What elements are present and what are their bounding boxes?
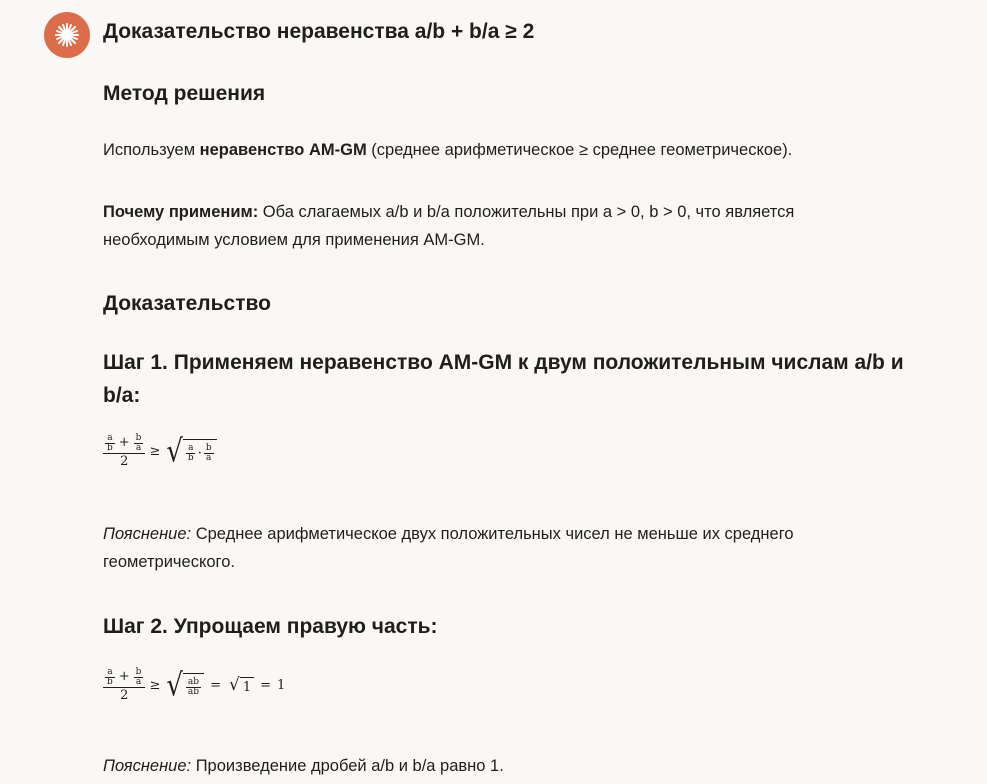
method-paragraph [103, 136, 903, 164]
step2-heading [103, 610, 933, 643]
method-text-prefix: Используем [103, 141, 200, 159]
step1-explanation [103, 520, 903, 576]
page-title: Доказательство неравенства a/b + b/a ≥ 2 [103, 20, 535, 43]
step1-formula [103, 434, 217, 470]
step2-sqrt-one: √ 1 [229, 677, 254, 695]
method-text-bold: неравенство AM-GM [199, 141, 367, 159]
step1-geq: ≥ [149, 444, 161, 460]
method-heading: Метод решения [103, 82, 266, 105]
step2-expl-text: Произведение дробей a/b и b/a равно 1. [191, 757, 504, 775]
proof-heading: Доказательство [103, 292, 271, 315]
step2-expl-italic: Пояснение: [103, 757, 192, 775]
step1-bold: Шаг 1. [103, 351, 168, 374]
step2-explanation [103, 752, 903, 780]
method-text-suffix: (среднее арифметическое ≥ среднее геометрическое). [366, 141, 793, 159]
step2-bold: Шаг 2. [103, 615, 168, 638]
step2-formula: $\frac{a}{b}$ + $\frac{b}{a}$ 2 ≥ √ $\frac{ab}{ab}$ = √ 1 = 1 [103, 668, 285, 704]
sparkle-icon [53, 21, 81, 49]
step1-text: Применяем неравенство AM-GM к двум положительным числам a/b и b/a: [103, 351, 904, 407]
why-paragraph [103, 198, 903, 254]
step1-lhs-frac: $\frac{a}{b}$ + $\frac{b}{a}$ 2 [103, 434, 145, 470]
step1-expl-text: Среднее арифметическое двух положительных чисел не меньше их среднего геометрического. [103, 525, 794, 571]
step2-lhs-frac: $\frac{a}{b}$ + $\frac{b}{a}$ 2 [103, 668, 145, 704]
why-bold: Почему применим: [103, 203, 259, 221]
step1-heading [103, 346, 933, 412]
assistant-avatar [44, 12, 90, 58]
step1-sqrt: √ $\frac{a}{b}$ · $\frac{b}{a}$ [166, 439, 216, 465]
step2-sqrt-ab: √ $\frac{ab}{ab}$ [166, 673, 204, 699]
step2-geq: ≥ [149, 678, 161, 694]
why-text: Оба слагаемых a/b и b/a положительны при a > 0, b > 0, что является необходимым условием для применения AM-GM. [103, 203, 795, 249]
step2-text: Упрощаем правую часть: [167, 615, 438, 638]
step1-expl-italic: Пояснение: [103, 525, 192, 543]
